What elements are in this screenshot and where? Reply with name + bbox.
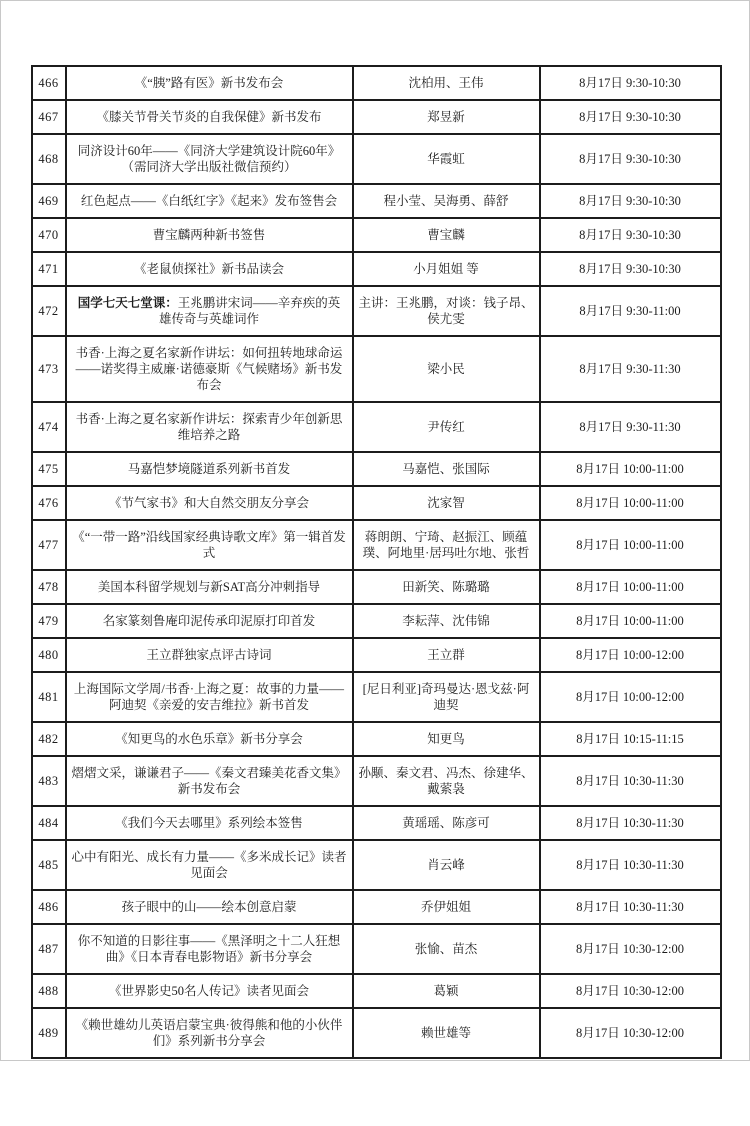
- events-table-body: [32, 66, 721, 1058]
- table-row: [32, 840, 721, 890]
- event-title-text: 书香·上海之夏名家新作讲坛：如何扭转地球命运——诺奖得主威廉·诺德豪斯《气候赌场》新书发布会: [75, 346, 343, 392]
- time-cell: 8月17日 10:00-11:00: [540, 486, 721, 520]
- time-cell: 8月17日 10:30-11:30: [540, 840, 721, 890]
- time-cell: 8月17日 10:00-11:00: [540, 520, 721, 570]
- guests-cell: 小月姐姐 等: [353, 252, 540, 286]
- row-number-cell: 479: [32, 604, 66, 638]
- event-title-text: 王兆鹏讲宋词——辛弃疾的英雄传奇与英雄词作: [158, 296, 341, 326]
- event-title-text: 《“一带一路”沿线国家经典诗歌文库》第一辑首发式: [72, 530, 346, 560]
- table-row: [32, 1008, 721, 1058]
- event-title-text: 你不知道的日影往事——《黑泽明之十二人狂想曲》《日本青春电影物语》新书分享会: [77, 934, 341, 964]
- time-cell: 8月17日 10:15-11:15: [540, 722, 721, 756]
- event-title-cell: [66, 570, 353, 604]
- row-number-cell: 474: [32, 402, 66, 452]
- guests-cell: 乔伊姐姐: [353, 890, 540, 924]
- guests-cell: 知更鸟: [353, 722, 540, 756]
- guests-cell: 王立群: [353, 638, 540, 672]
- event-title-cell: [66, 638, 353, 672]
- time-cell: 8月17日 10:30-12:00: [540, 924, 721, 974]
- table-row: [32, 570, 721, 604]
- table-row: [32, 890, 721, 924]
- event-title-cell: [66, 974, 353, 1008]
- event-title-cell: [66, 722, 353, 756]
- guests-cell: 华霞虹: [353, 134, 540, 184]
- time-cell: 8月17日 9:30-11:30: [540, 402, 721, 452]
- row-number-cell: 486: [32, 890, 66, 924]
- event-title-text: 曹宝麟两种新书签售: [152, 228, 266, 242]
- guests-cell: 蒋朗朗、宁琦、赵振江、顾蕴璞、阿地里·居玛吐尔地、张哲: [353, 520, 540, 570]
- row-number-cell: 482: [32, 722, 66, 756]
- event-title-text: 熠熠文采，谦谦君子——《秦文君臻美花香文集》新书发布会: [71, 766, 347, 796]
- time-cell: 8月17日 9:30-10:30: [540, 184, 721, 218]
- event-title-text: 《节气家书》和大自然交朋友分享会: [108, 496, 309, 510]
- event-title-text: 《膝关节骨关节炎的自我保健》新书发布: [96, 110, 322, 124]
- event-title-cell: [66, 604, 353, 638]
- table-row: [32, 218, 721, 252]
- event-title-cell: [66, 486, 353, 520]
- guests-cell: 孙颙、秦文君、冯杰、徐建华、戴萦袅: [353, 756, 540, 806]
- event-title-text: 《老鼠侦探社》新书品读会: [133, 262, 284, 276]
- event-title-cell: [66, 452, 353, 486]
- event-title-cell: [66, 286, 353, 336]
- table-row: [32, 336, 721, 402]
- table-row: [32, 252, 721, 286]
- row-number-cell: 487: [32, 924, 66, 974]
- time-cell: 8月17日 10:30-11:30: [540, 890, 721, 924]
- event-title-bold-prefix: 国学七天七堂课：: [77, 296, 178, 310]
- row-number-cell: 484: [32, 806, 66, 840]
- guests-cell: 尹传红: [353, 402, 540, 452]
- event-title-cell: [66, 672, 353, 722]
- event-title-text: 《“胰”路有医》新书发布会: [134, 76, 284, 90]
- event-title-text: 孩子眼中的山——绘本创意启蒙: [121, 900, 297, 914]
- event-title-cell: [66, 1008, 353, 1058]
- row-number-cell: 469: [32, 184, 66, 218]
- time-cell: 8月17日 10:00-12:00: [540, 672, 721, 722]
- guests-cell: 黄瑶瑶、陈彦可: [353, 806, 540, 840]
- time-cell: 8月17日 10:00-11:00: [540, 570, 721, 604]
- guests-cell: 主讲：王兆鹏，对谈：钱子昂、侯尤雯: [353, 286, 540, 336]
- guests-cell: 沈家智: [353, 486, 540, 520]
- time-cell: 8月17日 9:30-11:00: [540, 286, 721, 336]
- event-title-cell: [66, 806, 353, 840]
- event-title-cell: [66, 134, 353, 184]
- guests-cell: 田新笑、陈璐璐: [353, 570, 540, 604]
- guests-cell: 张愉、苗杰: [353, 924, 540, 974]
- guests-cell: 沈柏用、王伟: [353, 66, 540, 100]
- table-row: [32, 134, 721, 184]
- time-cell: 8月17日 10:30-11:30: [540, 806, 721, 840]
- row-number-cell: 475: [32, 452, 66, 486]
- event-title-text: 美国本科留学规划与新SAT高分冲刺指导: [97, 580, 321, 594]
- table-row: [32, 402, 721, 452]
- guests-cell: 赖世雄等: [353, 1008, 540, 1058]
- event-title-text: 书香·上海之夏名家新作讲坛：探索青少年创新思维培养之路: [75, 412, 343, 442]
- row-number-cell: 478: [32, 570, 66, 604]
- guests-cell: 马嘉恺、张国际: [353, 452, 540, 486]
- event-title-text: 红色起点——《白纸红字》《起来》发布签售会: [80, 194, 338, 208]
- event-title-cell: [66, 336, 353, 402]
- table-row: [32, 638, 721, 672]
- table-row: [32, 974, 721, 1008]
- row-number-cell: 468: [32, 134, 66, 184]
- row-number-cell: 477: [32, 520, 66, 570]
- event-title-text: 名家篆刻鲁庵印泥传承印泥原打印首发: [102, 614, 316, 628]
- guests-cell: 肖云峰: [353, 840, 540, 890]
- time-cell: 8月17日 10:30-12:00: [540, 1008, 721, 1058]
- row-number-cell: 481: [32, 672, 66, 722]
- table-row: [32, 66, 721, 100]
- time-cell: 8月17日 9:30-10:30: [540, 252, 721, 286]
- table-row: [32, 184, 721, 218]
- row-number-cell: 489: [32, 1008, 66, 1058]
- row-number-cell: 466: [32, 66, 66, 100]
- time-cell: 8月17日 10:00-11:00: [540, 452, 721, 486]
- row-number-cell: 470: [32, 218, 66, 252]
- event-title-cell: [66, 66, 353, 100]
- time-cell: 8月17日 10:00-11:00: [540, 604, 721, 638]
- guests-cell: 郑昱新: [353, 100, 540, 134]
- event-title-text: 《知更鸟的水色乐章》新书分享会: [115, 732, 303, 746]
- event-title-cell: [66, 924, 353, 974]
- time-cell: 8月17日 10:00-12:00: [540, 638, 721, 672]
- event-title-cell: [66, 756, 353, 806]
- time-cell: 8月17日 9:30-10:30: [540, 218, 721, 252]
- table-row: [32, 722, 721, 756]
- event-title-text: 《我们今天去哪里》系列绘本签售: [115, 816, 303, 830]
- guests-cell: 曹宝麟: [353, 218, 540, 252]
- events-table: [31, 65, 722, 1059]
- time-cell: 8月17日 9:30-11:30: [540, 336, 721, 402]
- table-row: [32, 100, 721, 134]
- event-title-text: 心中有阳光、成长有力量——《多米成长记》读者见面会: [71, 850, 347, 880]
- time-cell: 8月17日 10:30-11:30: [540, 756, 721, 806]
- table-row: [32, 604, 721, 638]
- time-cell: 8月17日 10:30-12:00: [540, 974, 721, 1008]
- event-title-cell: [66, 218, 353, 252]
- table-row: [32, 924, 721, 974]
- event-title-cell: [66, 402, 353, 452]
- event-title-text: 上海国际文学周/书香·上海之夏：故事的力量——阿迪契《亲爱的安吉维拉》新书首发: [73, 682, 345, 712]
- guests-cell: 梁小民: [353, 336, 540, 402]
- event-title-text: 《赖世雄幼儿英语启蒙宝典·彼得熊和他的小伙伴们》系列新书分享会: [75, 1018, 343, 1048]
- table-row: [32, 452, 721, 486]
- time-cell: 8月17日 9:30-10:30: [540, 100, 721, 134]
- guests-cell: 程小莹、吴海勇、薛舒: [353, 184, 540, 218]
- row-number-cell: 480: [32, 638, 66, 672]
- table-row: [32, 672, 721, 722]
- event-title-cell: [66, 100, 353, 134]
- event-title-text: 同济设计60年——《同济大学建筑设计院60年》（需同济大学出版社微信预约）: [77, 144, 341, 174]
- event-title-text: 王立群独家点评古诗词: [146, 648, 272, 662]
- time-cell: 8月17日 9:30-10:30: [540, 134, 721, 184]
- event-title-text: 《世界影史50名人传记》读者见面会: [108, 984, 309, 998]
- event-title-cell: [66, 890, 353, 924]
- table-row: [32, 806, 721, 840]
- event-title-cell: [66, 184, 353, 218]
- table-row: [32, 520, 721, 570]
- event-title-cell: [66, 520, 353, 570]
- row-number-cell: 483: [32, 756, 66, 806]
- scanned-schedule-page: [1, 65, 750, 1126]
- time-cell: 8月17日 9:30-10:30: [540, 66, 721, 100]
- event-title-cell: [66, 252, 353, 286]
- row-number-cell: 467: [32, 100, 66, 134]
- table-row: [32, 286, 721, 336]
- row-number-cell: 472: [32, 286, 66, 336]
- table-row: [32, 756, 721, 806]
- guests-cell: 李耘萍、沈伟锦: [353, 604, 540, 638]
- row-number-cell: 488: [32, 974, 66, 1008]
- table-row: [32, 486, 721, 520]
- guests-cell: [尼日利亚]奇玛曼达·恩戈兹·阿迪契: [353, 672, 540, 722]
- row-number-cell: 471: [32, 252, 66, 286]
- row-number-cell: 473: [32, 336, 66, 402]
- row-number-cell: 485: [32, 840, 66, 890]
- row-number-cell: 476: [32, 486, 66, 520]
- event-title-text: 马嘉恺梦境隧道系列新书首发: [127, 462, 291, 476]
- guests-cell: 葛颖: [353, 974, 540, 1008]
- event-title-cell: [66, 840, 353, 890]
